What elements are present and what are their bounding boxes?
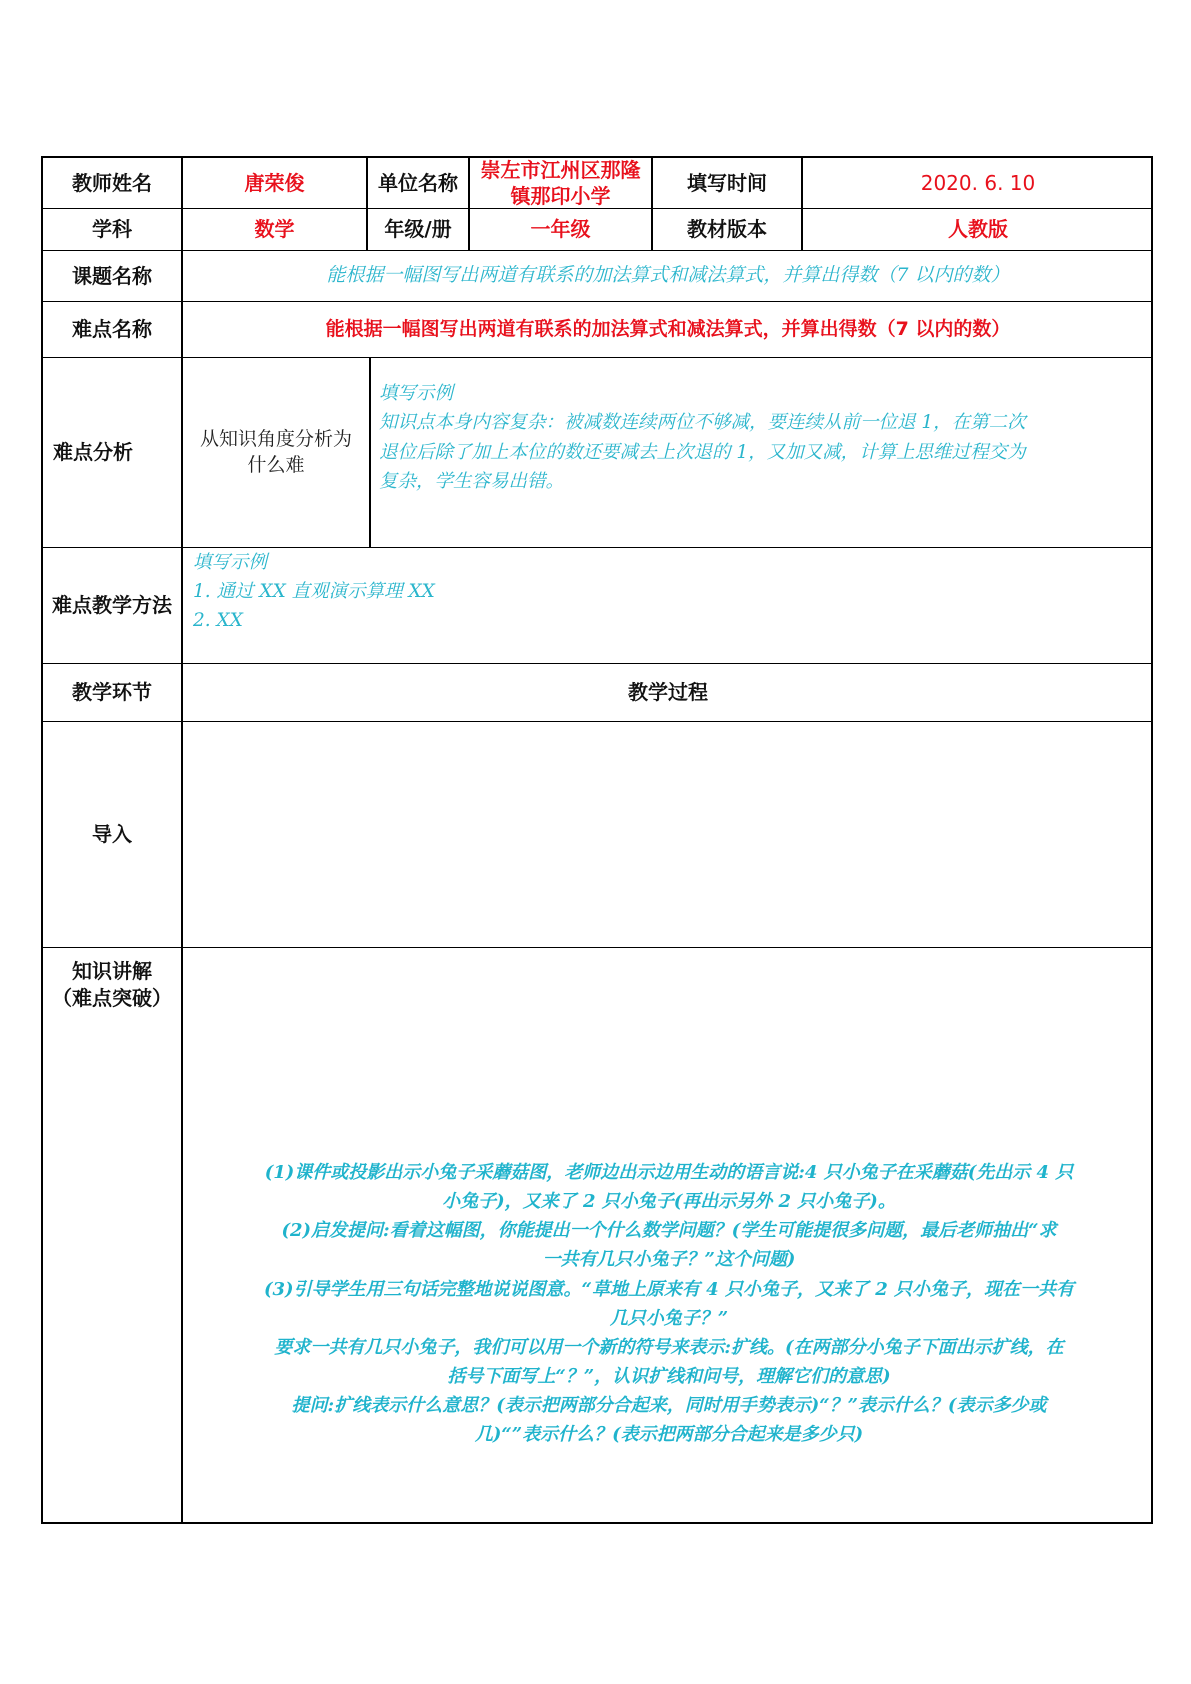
analysis-label: 难点分析 [53, 440, 133, 464]
grade-value: 一年级 [530, 217, 591, 241]
lesson-plan-table [41, 156, 1153, 1524]
method-item: 2. XX [193, 610, 243, 632]
teacher-name-value: 唐荣俊 [244, 170, 305, 195]
knowledge-line: (1)课件或投影出示小兔子采蘑菇图，老师边出示边用生动的语言说:4 只小兔子在采蘑菇(先出示 4 只 [264, 1162, 1074, 1183]
intro-label: 导入 [92, 822, 132, 846]
analysis-sub-label-line2: 什么难 [247, 453, 305, 476]
analysis-example-line: 退位后除了加上本位的数还要减去上次退的 1，又加又减，计算上思维过程交为 [379, 441, 1026, 463]
unit-name-line2: 镇那印小学 [510, 184, 611, 208]
subject-label: 学科 [92, 217, 132, 241]
knowledge-line: (3)引导学生用三句话完整地说说图意。“草地上原来有 4 只小兔子，又来了 2 只小兔子，现在一共有 [263, 1278, 1075, 1300]
unit-name-label: 单位名称 [378, 170, 458, 195]
knowledge-line: 一共有几只小兔子？”这个问题) [542, 1249, 796, 1271]
knowledge-label [43, 948, 181, 1038]
teacher-name-label: 教师姓名 [72, 170, 152, 195]
knowledge-label-line1: 知识讲解 [72, 959, 152, 983]
analysis-sub-label [183, 358, 369, 547]
stage-label: 教学环节 [72, 680, 152, 704]
difficulty-value: 能根据一幅图写出两道有联系的加法算式和减法算式，并算出得数（7 以内的数） [325, 317, 1011, 340]
analysis-sub-label-line1: 从知识角度分析为 [199, 427, 352, 450]
knowledge-line: (2)启发提问:看着这幅图，你能提出一个什么数学问题？(学生可能提很多问题，最后老师抽出“求 [281, 1220, 1057, 1242]
knowledge-line: 要求一共有几只小兔子，我们可以用一个新的符号来表示:扩线。(在两部分小兔子下面出示扩线，在 [274, 1336, 1064, 1358]
intro-content [183, 722, 1153, 947]
unit-name-line1: 崇左市江州区那隆 [480, 158, 641, 182]
knowledge-line: 提问:扩线表示什么意思？(表示把两部分合起来，同时用手势表示)“？”表示什么？(表示多少或 [291, 1395, 1047, 1417]
knowledge-line: 几)“”表示什么？(表示把两部分合起来是多少只) [474, 1424, 864, 1446]
method-item: 1. 通过 XX 直观演示算理 XX [193, 581, 435, 603]
analysis-example-line: 复杂，学生容易出错。 [379, 470, 565, 492]
knowledge-line: 括号下面写上“？”，认识扩线和问号，理解它们的意思) [447, 1366, 891, 1388]
col-divider [369, 357, 371, 547]
fill-time-value: 2020. 6. 10 [920, 170, 1036, 195]
subject-value: 数学 [254, 217, 295, 241]
knowledge-line: 几只小兔子？” [609, 1307, 729, 1329]
method-label: 难点教学方法 [52, 593, 172, 617]
knowledge-label-line2: （难点突破） [52, 986, 172, 1010]
method-example [193, 548, 1143, 663]
edition-value: 人教版 [948, 217, 1008, 241]
row-divider [43, 947, 1151, 948]
analysis-example-title: 填写示例 [379, 383, 454, 405]
knowledge-line: 小兔子)，又来了 2 只小兔子(再出示另外 2 只小兔子)。 [442, 1191, 896, 1213]
unit-name-value [470, 158, 651, 208]
analysis-example [379, 358, 1149, 547]
process-label: 教学过程 [628, 680, 708, 704]
difficulty-label: 难点名称 [72, 317, 152, 341]
topic-value: 能根据一幅图写出两道有联系的加法算式和减法算式，并算出得数（7 以内的数） [326, 264, 1010, 287]
topic-label: 课题名称 [72, 263, 152, 288]
grade-label: 年级/册 [384, 217, 452, 241]
knowledge-content [189, 1158, 1149, 1522]
edition-label: 教材版本 [687, 217, 767, 241]
method-example-title: 填写示例 [193, 552, 268, 573]
analysis-example-line: 知识点本身内容复杂：被减数连续两位不够减，要连续从前一位退 1，在第二次 [379, 412, 1026, 434]
fill-time-label: 填写时间 [687, 170, 767, 195]
